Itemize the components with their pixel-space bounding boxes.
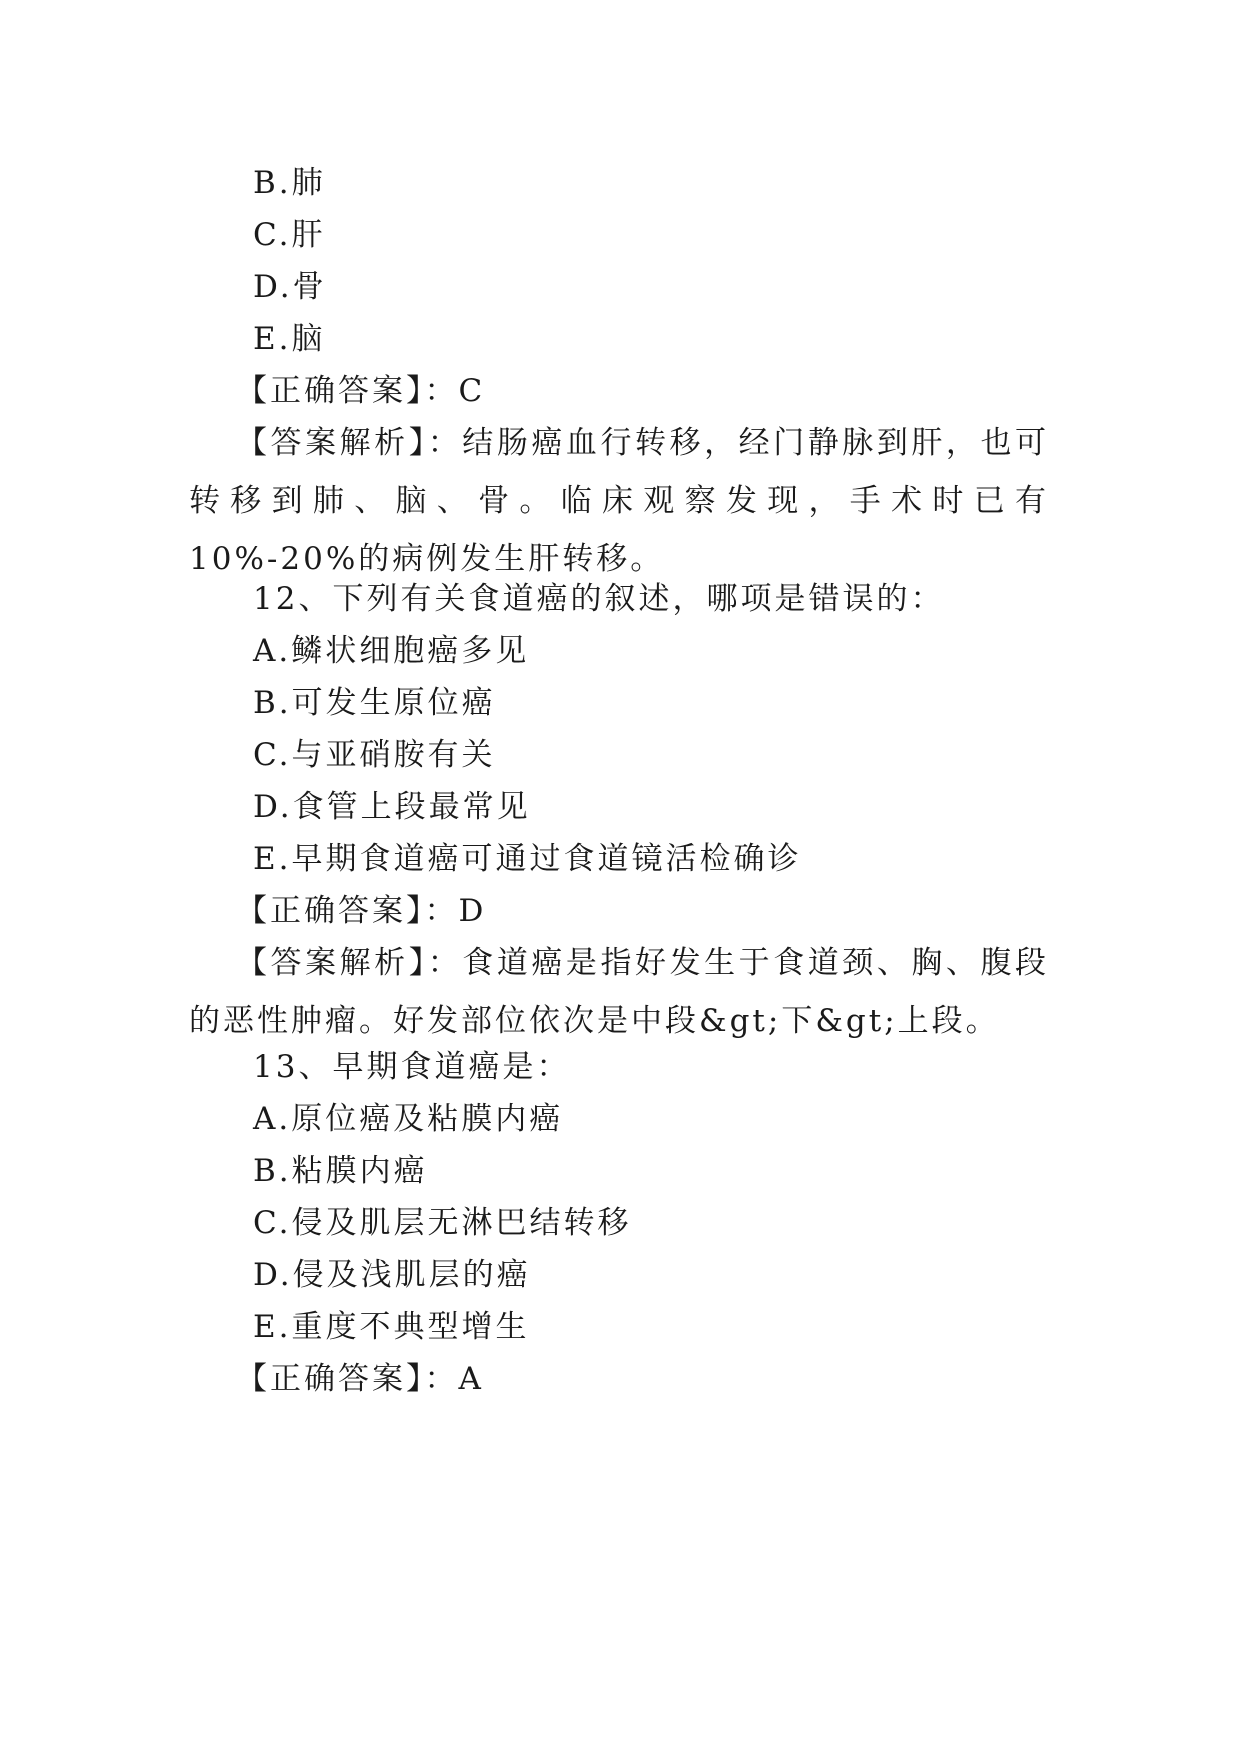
q12-option-a: A.鳞状细胞癌多见 [253, 633, 530, 669]
q13-option-d: D.侵及浅肌层的癌 [253, 1257, 531, 1293]
option-c: C.肝 [253, 217, 326, 253]
q12-correct-answer: 【正确答案】：D [236, 893, 487, 929]
q13-option-c: C.侵及肌层无淋巴结转移 [253, 1205, 632, 1241]
q12-option-d: D.食管上段最常见 [253, 789, 531, 825]
correct-answer: 【正确答案】：C [236, 373, 486, 409]
q13-correct-answer: 【正确答案】：A [236, 1361, 484, 1397]
option-b: B.肺 [253, 165, 326, 201]
option-d: D.骨 [253, 269, 327, 305]
q12-option-c: C.与亚硝胺有关 [253, 737, 496, 773]
question-13: 13、早期食道癌是： [253, 1049, 571, 1085]
q13-option-a: A.原位癌及粘膜内癌 [253, 1101, 564, 1137]
question-12: 12、下列有关食道癌的叙述，哪项是错误的： [253, 581, 945, 617]
q12-option-e: E.早期食道癌可通过食道镜活检确诊 [253, 841, 802, 877]
q12-answer-explanation: 【答案解析】：食道癌是指好发生于食道颈、胸、腹段的恶性肿瘤。好发部位依次是中段&gt;下&gt;上段。 [189, 945, 1049, 1039]
answer-explanation: 【答案解析】：结肠癌血行转移，经门静脉到肝，也可转移到肺、脑、骨。临床观察发现，手术时已有 10%-20%的病例发生肝转移。 [189, 425, 1049, 577]
option-e: E.脑 [253, 321, 326, 357]
q13-option-b: B.粘膜内癌 [253, 1153, 428, 1189]
q13-option-e: E.重度不典型增生 [253, 1309, 530, 1345]
q12-option-b: B.可发生原位癌 [253, 685, 496, 721]
